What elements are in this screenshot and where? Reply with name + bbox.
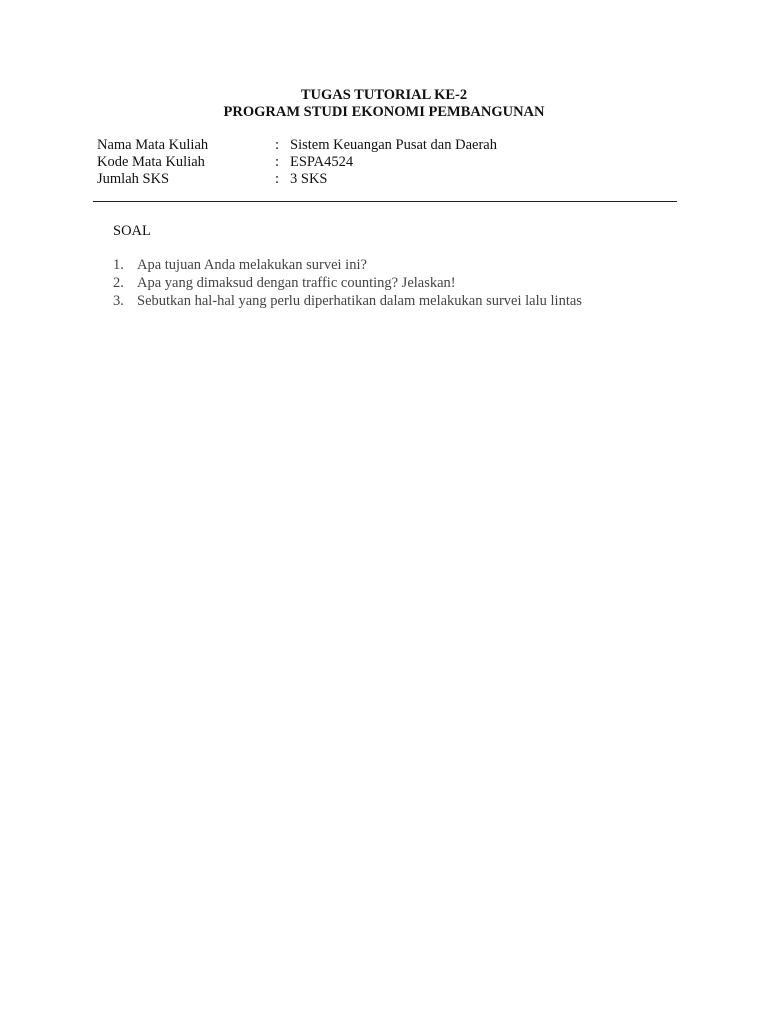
question-text: Apa tujuan Anda melakukan survei ini?	[137, 257, 367, 273]
question-number: 2.	[113, 275, 124, 291]
course-name-separator: :	[275, 137, 280, 153]
questions-list	[113, 256, 582, 310]
document-title: TUGAS TUTORIAL KE-2	[300, 87, 468, 103]
course-name-label: Nama Mata Kuliah	[97, 137, 209, 153]
question-item	[113, 292, 582, 310]
credits-label: Jumlah SKS	[97, 171, 170, 187]
credits-separator: :	[275, 171, 280, 187]
credits-value: 3 SKS	[290, 171, 328, 187]
question-number: 1.	[113, 257, 124, 273]
question-text: Apa yang dimaksud dengan traffic counting? Jelaskan!	[137, 275, 456, 291]
question-text: Sebutkan hal-hal yang perlu diperhatikan dalam melakukan survei lalu lintas	[137, 293, 582, 309]
course-name-row	[97, 137, 497, 154]
question-number: 3.	[113, 293, 124, 309]
course-code-row	[97, 154, 497, 171]
credits-row	[97, 171, 497, 188]
course-name-value: Sistem Keuangan Pusat dan Daerah	[290, 137, 497, 153]
questions-heading: SOAL	[113, 223, 151, 239]
question-item	[113, 274, 582, 292]
horizontal-divider	[93, 201, 677, 202]
course-info	[97, 137, 497, 188]
course-code-label: Kode Mata Kuliah	[97, 154, 205, 170]
course-code-separator: :	[275, 154, 280, 170]
course-code-value: ESPA4524	[290, 154, 354, 170]
question-item	[113, 256, 582, 274]
program-title: PROGRAM STUDI EKONOMI PEMBANGUNAN	[223, 104, 545, 120]
